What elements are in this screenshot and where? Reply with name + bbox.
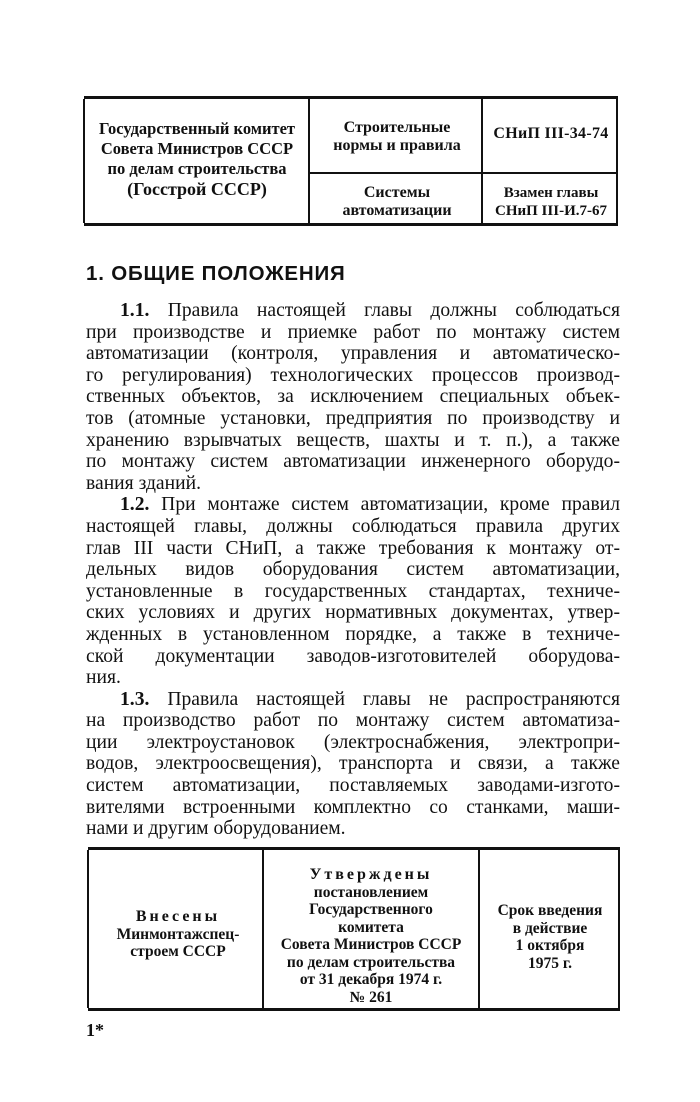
- approved-line: Государственного: [309, 901, 433, 918]
- table-row-divider: [308, 172, 618, 174]
- document-code: СНиП III-34-74: [493, 125, 609, 142]
- paragraph-line: по монтажу систем автоматизации инженерного оборудо-: [86, 451, 620, 473]
- paragraph-line: жденных в установленном порядке, а также в техниче-: [86, 623, 620, 645]
- document-type-line: нормы и правила: [333, 137, 461, 154]
- paragraph-line: ской документации заводов-изготовителей оборудова-: [86, 645, 620, 667]
- page-signature-mark: 1*: [86, 1020, 104, 1040]
- effective-date: [480, 902, 620, 972]
- replaces-line: Взамен главы: [503, 185, 599, 201]
- table-border-left: [87, 850, 89, 1008]
- paragraph-line: глав III части СНиП, а также требования к монтажу от-: [86, 537, 620, 559]
- paragraph-line: установленные в государственных стандартах, техниче-: [86, 580, 620, 602]
- approved-line: № 261: [349, 988, 393, 1006]
- replaces-line: СНиП III-И.7-67: [495, 203, 607, 219]
- paragraph: [86, 300, 620, 494]
- approved-line: по делам строительства: [286, 953, 456, 971]
- replaces-document: [484, 184, 618, 220]
- paragraph-line: при производстве и приемке работ по монтажу систем: [86, 321, 620, 343]
- document-type: [312, 119, 482, 155]
- header-table: [84, 96, 618, 226]
- paragraph-line: ния.: [86, 667, 121, 689]
- document-subject: [312, 184, 482, 220]
- paragraph-number: 1.3.: [120, 688, 150, 710]
- table-border-left: [83, 99, 85, 223]
- paragraph-text: При монтаже систем автоматизации, кроме правил: [161, 494, 620, 516]
- approved-line: Совета Министров СССР: [280, 936, 462, 953]
- authority-line: по делам строительства: [107, 159, 287, 178]
- issuing-authority: [90, 119, 304, 199]
- section-body: [86, 300, 620, 840]
- section-heading: 1. ОБЩИЕ ПОЛОЖЕНИЯ: [86, 262, 346, 285]
- paragraph-line: нами и другим оборудованием.: [86, 818, 346, 840]
- effective-line: 1 октября: [515, 937, 585, 954]
- submitted-line: строем СССР: [130, 943, 226, 960]
- paragraph-line: автоматизации (контроля, управления и автоматическо-: [86, 343, 620, 365]
- paragraph-line: дельных видов оборудования систем автоматизации,: [86, 559, 620, 581]
- submitted-line: Минмонтажспец-: [116, 925, 240, 943]
- paragraph-line: хранению взрывчатых веществ, шахты и т. п.), а также: [86, 429, 620, 451]
- document-type-line: Строительные: [343, 119, 451, 136]
- paragraph-number: 1.1.: [120, 300, 150, 321]
- subject-line: Системы: [363, 184, 431, 201]
- paragraph-line: ственных объектов, за исключением специальных объек-: [86, 386, 620, 408]
- paragraph-line: водов, электроосвещения), транспорта и связи, а также: [86, 753, 620, 775]
- paragraph-line: [86, 494, 620, 516]
- paragraph: [86, 494, 620, 688]
- paragraph-line: систем автоматизации, поставляемых заводами-изгото-: [86, 775, 620, 797]
- approval-table: [88, 847, 620, 1011]
- effective-line: в действие: [512, 919, 588, 937]
- approved-line: постановлением: [313, 883, 429, 901]
- paragraph-line: ских условиях и других нормативных документах, утвер-: [86, 602, 620, 624]
- approved-line: комитета: [338, 918, 404, 936]
- paragraph: [86, 689, 620, 840]
- paragraph-line: вителями встроенными комплектно со станками, маши-: [86, 796, 620, 818]
- submitted-by: [94, 908, 262, 961]
- paragraph-line: тов (атомные установки, предприятия по производству и: [86, 407, 620, 429]
- paragraph-text: Правила настоящей главы не распространяются: [167, 688, 620, 710]
- paragraph-line: ции электроустановок (электроснабжения, электропри-: [86, 731, 620, 753]
- authority-line: (Госстрой СССР): [127, 179, 267, 199]
- authority-line: Государственный комитет: [98, 119, 296, 138]
- approved-by: [264, 866, 478, 1006]
- approved-line: от 31 декабря 1974 г.: [299, 971, 443, 988]
- submitted-title: Внесены: [135, 908, 221, 925]
- paragraph-line: настоящей главы, должны соблюдаться правила других: [86, 515, 620, 537]
- paragraph-line: вания зданий.: [86, 472, 201, 494]
- paragraph-number: 1.2.: [120, 494, 150, 516]
- paragraph-line: [86, 689, 620, 711]
- effective-line: Срок введения: [497, 902, 603, 919]
- effective-line: 1975 г.: [527, 954, 573, 972]
- paragraph-text: Правила настоящей главы должны соблюдаться: [167, 300, 620, 321]
- authority-line: Совета Министров СССР: [100, 139, 294, 158]
- approved-title: Утверждены: [309, 866, 433, 883]
- paragraph-line: го регулирования) технологических процессов производ-: [86, 364, 620, 386]
- paragraph-line: на производство работ по монтажу систем автоматиза-: [86, 710, 620, 732]
- table-divider: [308, 99, 310, 223]
- subject-line: автоматизации: [342, 202, 452, 219]
- paragraph-line: [86, 300, 620, 322]
